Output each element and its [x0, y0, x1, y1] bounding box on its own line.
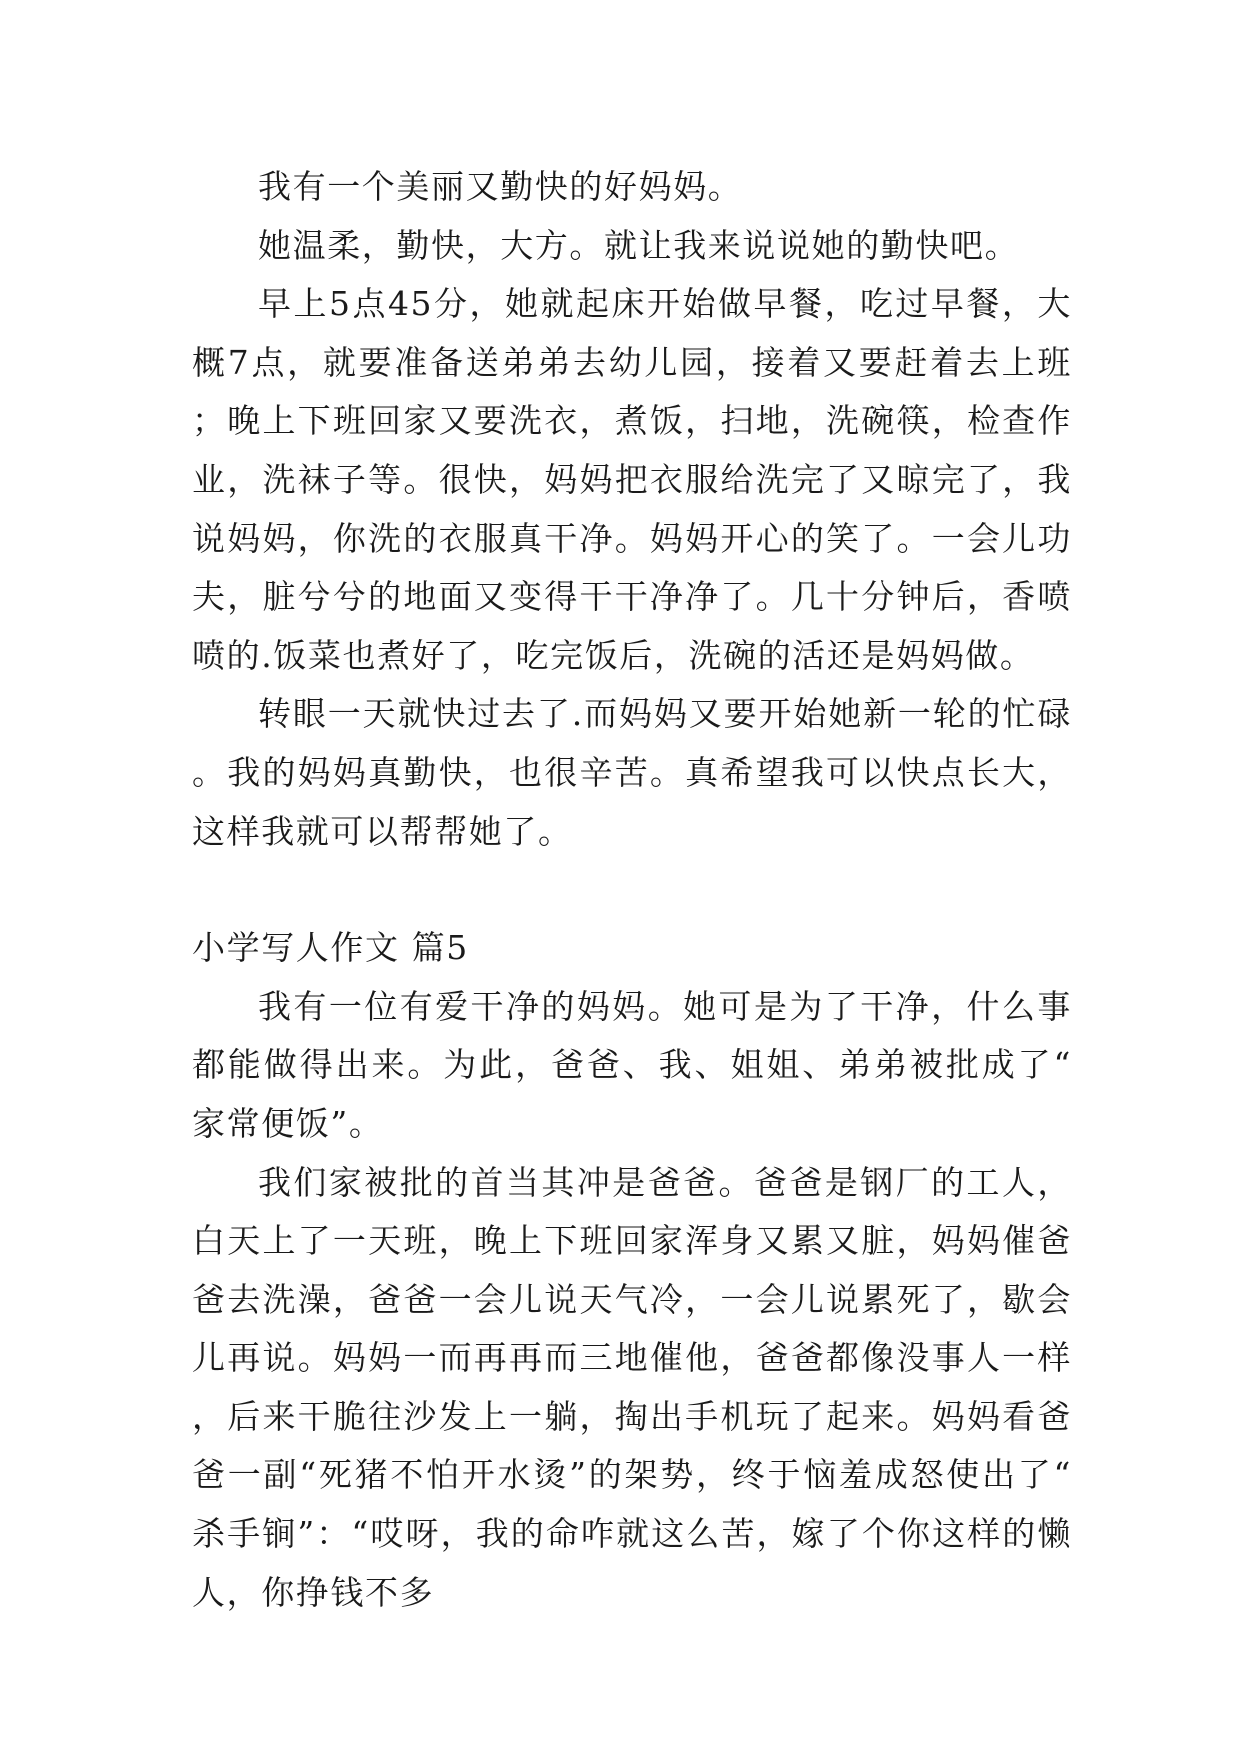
paragraph: 她温柔，勤快，大方。就让我来说说她的勤快吧。	[258, 225, 1020, 265]
paragraph: 转眼一天就快过去了.而妈妈又要开始她新一轮的忙碌。我的妈妈真勤快，也很辛苦。真希望我可以快点长大，这样我就可以帮帮她了。	[192, 694, 1072, 851]
paragraph: 早上5点45分，她就起床开始做早餐，吃过早餐，大概7点，就要准备送弟弟去幼儿园，接着又要赶着去上班；晚上下班回家又要洗衣，煮饭，扫地，洗碗筷，检查作业，洗袜子等。很快，妈妈把衣服给洗完了又晾完了，我说妈妈，你洗的衣服真干净。妈妈开心的笑了。一会儿功夫，脏兮兮的地面又变得干干净净了。几十分钟后，香喷喷的.饭菜也煮好了，吃完饭后，洗碗的活还是妈妈做。	[192, 284, 1072, 675]
paragraph: 我们家被批的首当其冲是爸爸。爸爸是钢厂的工人，白天上了一天班，晚上下班回家浑身又累又脏，妈妈催爸爸去洗澡，爸爸一会儿说天气冷，一会儿说累死了，歇会儿再说。妈妈一而再再而三地催他，爸爸都像没事人一样，后来干脆往沙发上一躺，掏出手机玩了起来。妈妈看爸爸一副“死猪不怕开水烫”的架势，终于恼羞成怒使出了“杀手锏”：“哎呀，我的命咋就这么苦，嫁了个你这样的懒人，你挣钱不多	[192, 1162, 1072, 1612]
article-body	[192, 158, 1072, 1622]
paragraph: 我有一位有爱干净的妈妈。她可是为了干净，什么事都能做得出来。为此，爸爸、我、姐姐、弟弟被批成了“家常便饭”。	[192, 986, 1072, 1143]
section-heading: 小学写人作文 篇5	[192, 928, 469, 968]
paragraph: 我有一个美丽又勤快的好妈妈。	[258, 167, 743, 206]
